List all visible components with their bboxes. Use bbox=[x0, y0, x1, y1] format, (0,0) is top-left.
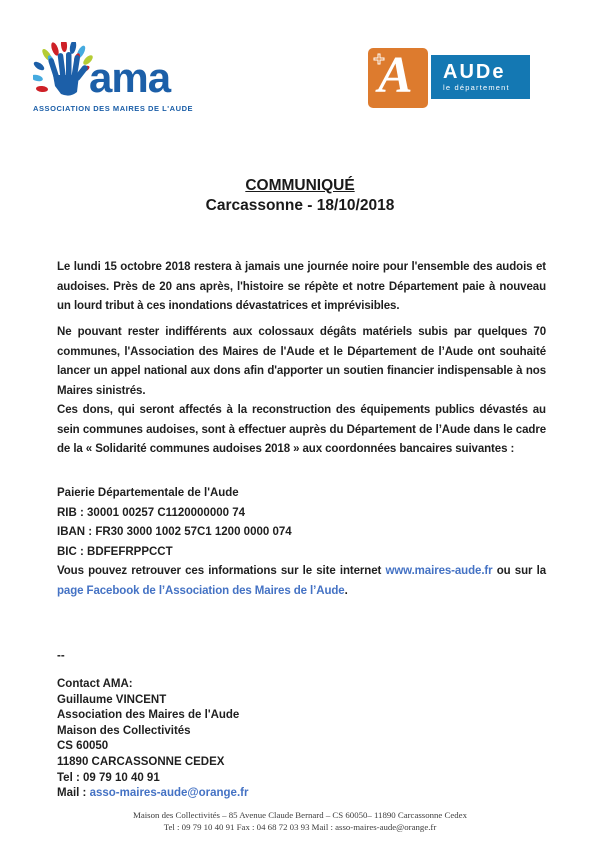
paragraph-1: Le lundi 15 octobre 2018 restera à jamais une journée noire pour l'ensemble des audois et audoises. Près de 20 ans après, l'histoire se répète et notre Département paie à nouveau un lourd tribut à ces inondations dévastatrices et imprévisibles. bbox=[57, 261, 546, 312]
contact-heading: Contact AMA: bbox=[57, 678, 133, 690]
bank-payee: Paierie Départementale de l'Aude bbox=[57, 487, 239, 499]
ama-logo-caption: ASSOCIATION DES MAIRES DE L'AUDE bbox=[33, 104, 194, 113]
ama-logo bbox=[33, 42, 194, 113]
bank-rib: RIB : 30001 00257 C1120000000 74 bbox=[57, 506, 245, 519]
links-text-before: Vous pouvez retrouver ces informations sur le site internet bbox=[57, 565, 386, 577]
signature-separator: -- bbox=[57, 650, 65, 662]
contact-person: Guillaume VINCENT bbox=[57, 693, 167, 706]
footer-address: Maison des Collectivités – 85 Avenue Claude Bernard – CS 60050– 11890 Carcassonne Cedex bbox=[133, 810, 467, 820]
bank-iban: IBAN : FR30 3000 1002 57C1 1200 0000 074 bbox=[57, 526, 292, 538]
links-paragraph bbox=[57, 562, 546, 601]
contact-email-link[interactable]: asso-maires-aude@orange.fr bbox=[89, 787, 249, 800]
contact-mail-line bbox=[57, 786, 546, 802]
contact-phone: Tel : 09 79 10 40 91 bbox=[57, 771, 160, 784]
links-text-after: . bbox=[344, 584, 348, 597]
title-block bbox=[0, 176, 600, 216]
ama-hand-tree-icon bbox=[33, 42, 183, 98]
aude-logo-band bbox=[431, 55, 530, 99]
contact-address-line2: CS 60050 bbox=[57, 740, 109, 753]
contact-block bbox=[57, 677, 546, 802]
document-subtitle: Carcassonne - 18/10/2018 bbox=[205, 197, 395, 214]
page-footer bbox=[0, 809, 600, 833]
aude-logo-caption: le département bbox=[443, 83, 510, 92]
paragraph-3: Ces dons, qui seront affectés à la reconstruction des équipements publics dévastés au sein communes audoises, sont à effectuer auprès du Département de l’Aude dans le cadre de la « Solidarité communes audoises 2018 » aux coordonnées bancaires suivantes : bbox=[57, 404, 546, 455]
contact-address-line3: 11890 CARCASSONNE CEDEX bbox=[57, 755, 225, 768]
ama-wordmark: ama bbox=[89, 54, 171, 98]
footer-contacts: Tel : 09 79 10 40 91 Fax : 04 68 72 03 93 Mail : asso-maires-aude@orange.fr bbox=[163, 822, 437, 832]
aude-logo bbox=[368, 48, 530, 108]
aude-logo-square bbox=[368, 48, 428, 108]
facebook-page-link[interactable]: page Facebook de l’Association des Maires de l’Aude bbox=[57, 584, 345, 597]
contact-mail-label: Mail : bbox=[57, 787, 90, 800]
contact-address-line1: Maison des Collectivités bbox=[57, 724, 191, 737]
aude-logo-name: AUDe bbox=[443, 61, 506, 83]
aude-letter-a: A bbox=[378, 47, 413, 104]
contact-organisation: Association des Maires de l'Aude bbox=[57, 709, 240, 722]
website-link[interactable]: www.maires-aude.fr bbox=[385, 565, 493, 577]
paragraph-2: Ne pouvant rester indifférents aux colossaux dégâts matériels subis par quelques 70 communes, l'Association des Maires de l'Aude et le Département de l’Aude ont souhaité lancer un appel national aux dons afin d'apporter un soutien financier indispensable à nos Maires sinistrés. bbox=[57, 326, 546, 397]
bank-bic: BIC : BDFEFRPPCCT bbox=[57, 545, 173, 558]
links-text-middle: ou sur la bbox=[492, 565, 546, 577]
bank-details bbox=[57, 484, 546, 562]
document-title: COMMUNIQUÉ bbox=[245, 177, 355, 194]
